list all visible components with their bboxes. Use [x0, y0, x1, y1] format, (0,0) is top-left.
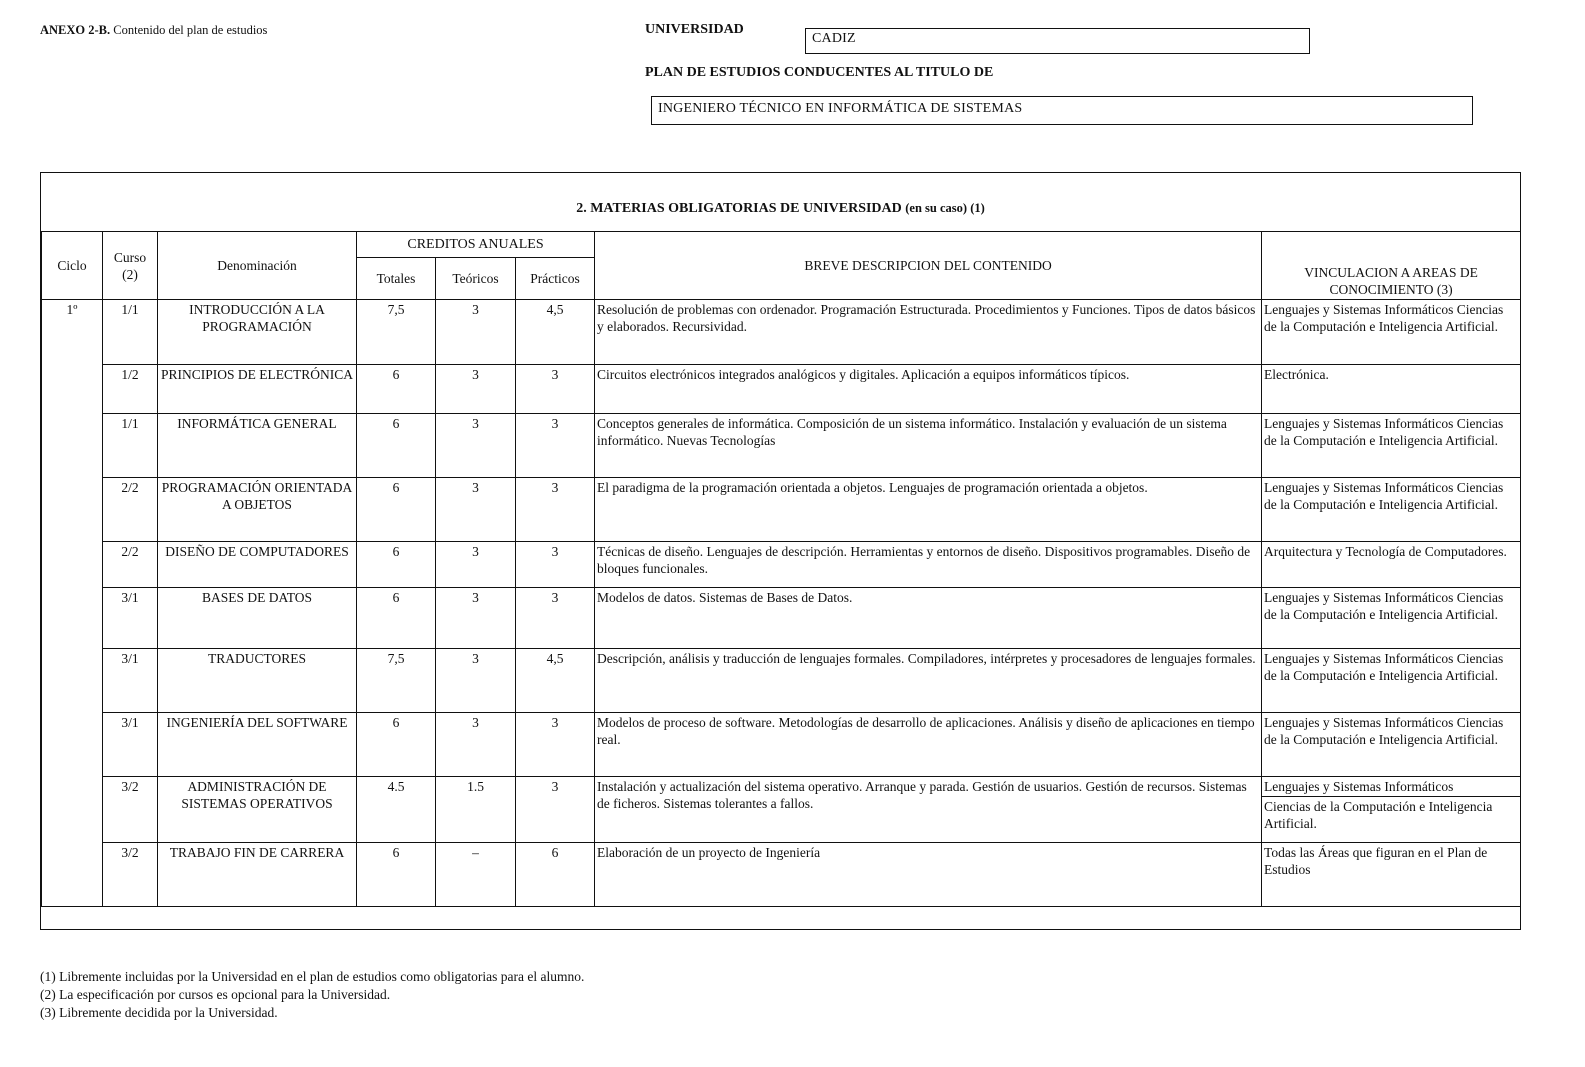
curso-cell: 1/1	[103, 300, 158, 365]
annex-heading	[40, 23, 267, 38]
ciclo-cell: 1º	[42, 300, 103, 907]
section-title-main: 2. MATERIAS OBLIGATORIAS DE UNIVERSIDAD	[576, 201, 902, 216]
footnote-1: (1) Libremente incluidas por la Universidad en el plan de estudios como obligatorias para el alumno.	[40, 969, 585, 984]
table-row	[42, 365, 1521, 414]
descripcion-cell: Modelos de datos. Sistemas de Bases de Datos.	[595, 588, 1262, 649]
teoricos-cell: 3	[436, 414, 516, 478]
curso-cell: 3/1	[103, 713, 158, 777]
vinculacion-cell: Lenguajes y Sistemas Informáticos Ciencias de la Computación e Inteligencia Artificial.	[1262, 414, 1521, 478]
teoricos-cell: 3	[436, 713, 516, 777]
totales-cell: 6	[357, 414, 436, 478]
practicos-cell: 3	[516, 365, 595, 414]
col-header-totales: Totales	[357, 258, 436, 300]
denominacion-cell: INGENIERÍA DEL SOFTWARE	[158, 713, 357, 777]
descripcion-cell: Técnicas de diseño. Lenguajes de descripción. Herramientas y entornos de diseño. Dispositivos programables. Diseño de bloques funcionales.	[595, 542, 1262, 588]
practicos-cell: 3	[516, 588, 595, 649]
descripcion-cell: Instalación y actualización del sistema operativo. Arranque y parada. Gestión de usuarios. Gestión de recursos. Sistemas de ficheros. Sistemas tolerantes a fallos.	[595, 777, 1262, 843]
vinculacion-cell: Arquitectura y Tecnología de Computadores.	[1262, 542, 1521, 588]
table-row	[42, 300, 1521, 365]
practicos-cell: 6	[516, 843, 595, 907]
practicos-cell: 3	[516, 777, 595, 843]
teoricos-cell: –	[436, 843, 516, 907]
col-header-denominacion: Denominación	[158, 232, 357, 300]
totales-cell: 6	[357, 542, 436, 588]
curso-cell: 2/2	[103, 542, 158, 588]
subjects-panel	[40, 172, 1521, 930]
section-title	[41, 201, 1520, 217]
university-field: CADIZ	[805, 28, 1310, 54]
totales-cell: 4.5	[357, 777, 436, 843]
denominacion-cell: ADMINISTRACIÓN DE SISTEMAS OPERATIVOS	[158, 777, 357, 843]
teoricos-cell: 3	[436, 649, 516, 713]
practicos-cell: 3	[516, 713, 595, 777]
area-entry: Ciencias de la Computación e Inteligencia Artificial.	[1262, 796, 1520, 833]
footnote-2: (2) La especificación por cursos es opcional para la Universidad.	[40, 987, 391, 1002]
descripcion-cell: Elaboración de un proyecto de Ingeniería	[595, 843, 1262, 907]
col-header-practicos: Prácticos	[516, 258, 595, 300]
totales-cell: 7,5	[357, 300, 436, 365]
table-row	[42, 649, 1521, 713]
teoricos-cell: 3	[436, 542, 516, 588]
area-entry: Lenguajes y Sistemas Informáticos	[1264, 779, 1454, 794]
practicos-cell: 4,5	[516, 300, 595, 365]
totales-cell: 6	[357, 365, 436, 414]
plan-label: PLAN DE ESTUDIOS CONDUCENTES AL TITULO DE	[645, 65, 994, 80]
denominacion-cell: INTRODUCCIÓN A LA PROGRAMACIÓN	[158, 300, 357, 365]
teoricos-cell: 3	[436, 478, 516, 542]
denominacion-cell: BASES DE DATOS	[158, 588, 357, 649]
denominacion-cell: PRINCIPIOS DE ELECTRÓNICA	[158, 365, 357, 414]
denominacion-cell: TRABAJO FIN DE CARRERA	[158, 843, 357, 907]
curso-cell: 3/2	[103, 843, 158, 907]
descripcion-cell: El paradigma de la programación orientada a objetos. Lenguajes de programación orientada a objetos.	[595, 478, 1262, 542]
annex-text: Contenido del plan de estudios	[113, 23, 268, 37]
totales-cell: 6	[357, 588, 436, 649]
university-label: UNIVERSIDAD	[645, 22, 744, 37]
descripcion-cell: Circuitos electrónicos integrados analógicos y digitales. Aplicación a equipos informáticos típicos.	[595, 365, 1262, 414]
totales-cell: 6	[357, 713, 436, 777]
col-header-creditos: CREDITOS ANUALES	[357, 232, 595, 258]
curso-cell: 3/1	[103, 649, 158, 713]
subjects-table	[41, 231, 1521, 907]
teoricos-cell: 3	[436, 300, 516, 365]
table-row	[42, 414, 1521, 478]
table-row	[42, 542, 1521, 588]
plan-title-field: INGENIERO TÉCNICO EN INFORMÁTICA DE SISTEMAS	[651, 96, 1473, 125]
totales-cell: 7,5	[357, 649, 436, 713]
descripcion-cell: Resolución de problemas con ordenador. Programación Estructurada. Procedimientos y Funciones. Tipos de datos básicos y elaborados. Recursividad.	[595, 300, 1262, 365]
totales-cell: 6	[357, 478, 436, 542]
section-title-suffix: (en su caso) (1)	[905, 201, 985, 215]
practicos-cell: 4,5	[516, 649, 595, 713]
vinculacion-cell: Lenguajes y Sistemas Informáticos Ciencias de la Computación e Inteligencia Artificial.	[1262, 649, 1521, 713]
vinculacion-cell: Lenguajes y Sistemas Informáticos Ciencias de la Computación e Inteligencia Artificial.	[1262, 300, 1521, 365]
denominacion-cell: DISEÑO DE COMPUTADORES	[158, 542, 357, 588]
vinculacion-cell: Lenguajes y Sistemas Informáticos Ciencias de la Computación e Inteligencia Artificial.	[1262, 713, 1521, 777]
denominacion-cell: PROGRAMACIÓN ORIENTADA A OBJETOS	[158, 478, 357, 542]
curso-cell: 1/1	[103, 414, 158, 478]
vinculacion-cell: Lenguajes y Sistemas Informáticos Ciencias de la Computación e Inteligencia Artificial.	[1262, 478, 1521, 542]
table-row	[42, 777, 1521, 843]
vinculacion-cell: Electrónica.	[1262, 365, 1521, 414]
table-row	[42, 588, 1521, 649]
curso-cell: 3/2	[103, 777, 158, 843]
col-header-vinculacion: VINCULACION A AREAS DE CONOCIMIENTO (3)	[1262, 232, 1521, 300]
footnote-3: (3) Libremente decidida por la Universidad.	[40, 1005, 278, 1020]
col-header-ciclo: Ciclo	[42, 232, 103, 300]
annex-label: ANEXO 2-B.	[40, 23, 111, 37]
vinculacion-cell	[1262, 777, 1521, 843]
denominacion-cell: INFORMÁTICA GENERAL	[158, 414, 357, 478]
descripcion-cell: Descripción, análisis y traducción de lenguajes formales. Compiladores, intérpretes y procesadores de lenguajes formales.	[595, 649, 1262, 713]
curso-cell: 3/1	[103, 588, 158, 649]
curso-cell: 2/2	[103, 478, 158, 542]
descripcion-cell: Modelos de proceso de software. Metodologías de desarrollo de aplicaciones. Análisis y diseño de aplicaciones en tiempo real.	[595, 713, 1262, 777]
teoricos-cell: 1.5	[436, 777, 516, 843]
denominacion-cell: TRADUCTORES	[158, 649, 357, 713]
col-header-descripcion: BREVE DESCRIPCION DEL CONTENIDO	[595, 232, 1262, 300]
col-header-curso: Curso (2)	[103, 232, 158, 300]
practicos-cell: 3	[516, 478, 595, 542]
table-row	[42, 713, 1521, 777]
vinculacion-cell: Todas las Áreas que figuran en el Plan de Estudios	[1262, 843, 1521, 907]
table-row	[42, 843, 1521, 907]
curso-cell: 1/2	[103, 365, 158, 414]
subjects-table-body	[42, 300, 1521, 907]
vinculacion-cell: Lenguajes y Sistemas Informáticos Ciencias de la Computación e Inteligencia Artificial.	[1262, 588, 1521, 649]
descripcion-cell: Conceptos generales de informática. Composición de un sistema informático. Instalación y evaluación de un sistema informático. Nuevas Tecnologías	[595, 414, 1262, 478]
teoricos-cell: 3	[436, 588, 516, 649]
totales-cell: 6	[357, 843, 436, 907]
practicos-cell: 3	[516, 414, 595, 478]
table-row	[42, 478, 1521, 542]
practicos-cell: 3	[516, 542, 595, 588]
teoricos-cell: 3	[436, 365, 516, 414]
col-header-teoricos: Teóricos	[436, 258, 516, 300]
footnotes	[40, 968, 584, 1022]
